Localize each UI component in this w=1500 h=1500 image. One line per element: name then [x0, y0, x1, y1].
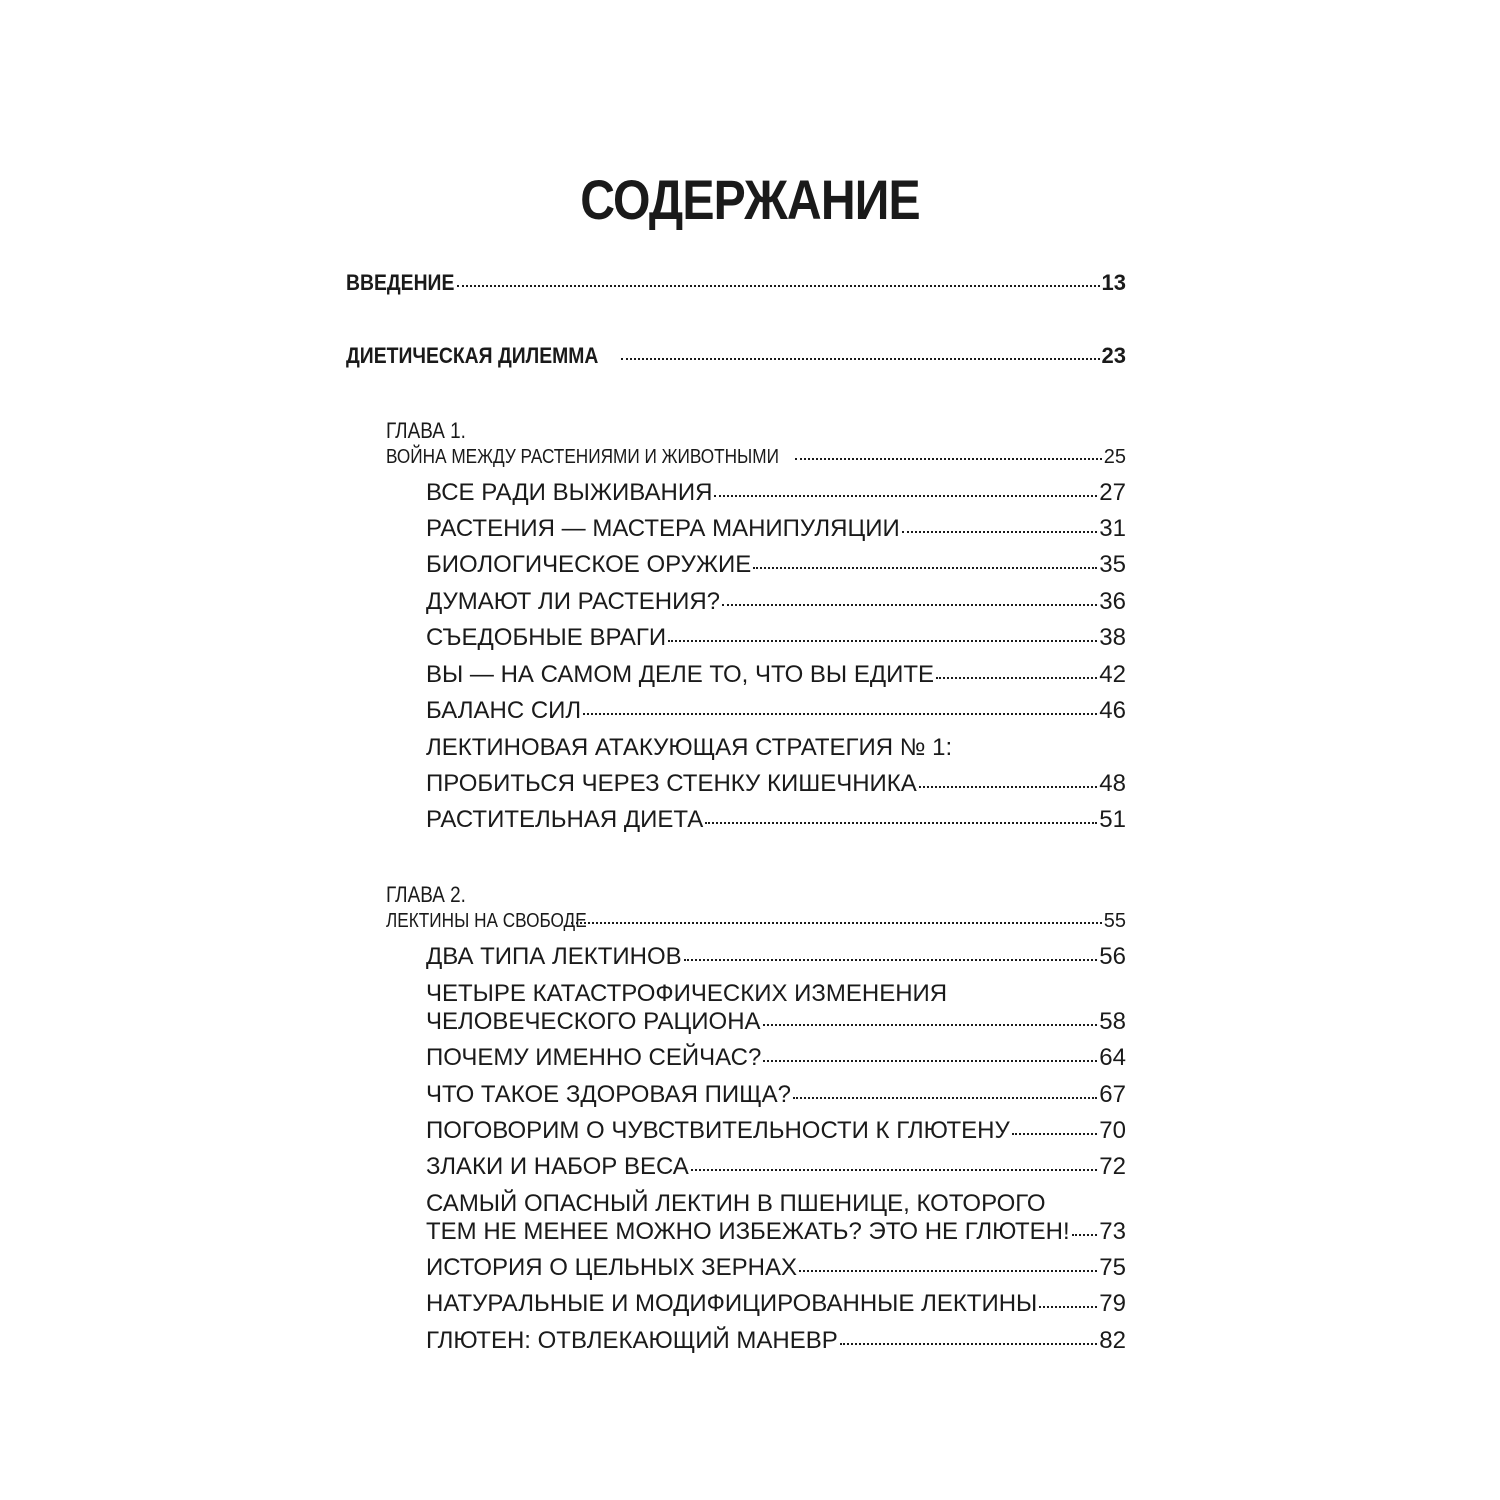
toc-entry-label: ВОЙНА МЕЖДУ РАСТЕНИЯМИ И ЖИВОТНЫМИ	[386, 446, 779, 468]
toc-entry-page: 38	[1099, 624, 1126, 651]
toc-section[interactable]	[426, 1008, 1126, 1036]
toc-section[interactable]	[426, 588, 1126, 616]
toc-entry-page: 42	[1099, 661, 1126, 688]
leader-dots	[705, 822, 1097, 824]
toc-section[interactable]	[426, 697, 1126, 725]
leader-dots	[753, 567, 1097, 569]
toc-entry-label: СЪЕДОБНЫЕ ВРАГИ	[426, 624, 667, 651]
toc-section[interactable]	[426, 624, 1126, 652]
toc-entry-label: ТЕМ НЕ МЕНЕЕ МОЖНО ИЗБЕЖАТЬ? ЭТО НЕ ГЛЮТЕН!	[426, 1218, 1070, 1245]
toc-section[interactable]	[426, 551, 1126, 579]
toc-entry-page: 56	[1099, 943, 1126, 970]
toc-entry-page: 79	[1099, 1290, 1126, 1317]
toc-entry-label: ЛЕКТИНЫ НА СВОБОДЕ	[386, 910, 587, 932]
toc-entry-label: ПРОБИТЬСЯ ЧЕРЕЗ СТЕНКУ КИШЕЧНИКА	[426, 770, 917, 797]
toc-entry-label: ДУМАЮТ ЛИ РАСТЕНИЯ?	[426, 588, 721, 615]
toc-section[interactable]	[426, 806, 1126, 834]
toc-section-line1: САМЫЙ ОПАСНЫЙ ЛЕКТИН В ПШЕНИЦЕ, КОТОРОГО	[426, 1190, 1046, 1217]
toc-section-line1: ЛЕКТИНОВАЯ АТАКУЮЩАЯ СТРАТЕГИЯ № 1:	[426, 734, 953, 761]
leader-dots	[902, 531, 1098, 533]
toc-section[interactable]	[426, 1290, 1126, 1318]
toc-chapter-1[interactable]	[386, 446, 1126, 469]
toc-entry-page: 23	[1101, 343, 1126, 368]
leader-dots	[799, 1270, 1097, 1272]
leader-dots	[936, 677, 1097, 679]
toc-section[interactable]	[426, 1153, 1126, 1181]
leader-dots	[919, 786, 1098, 788]
leader-dots	[1072, 1234, 1098, 1236]
chapter-1-label: ГЛАВА 1.	[386, 418, 466, 443]
toc-entry-page: 31	[1099, 515, 1126, 542]
leader-dots	[583, 713, 1097, 715]
toc-entry-label: ВВЕДЕНИЕ	[346, 270, 455, 295]
page-title: СОДЕРЖАНИЕ	[580, 168, 920, 231]
toc-entry-page: 27	[1099, 479, 1126, 506]
toc-part-dilemma[interactable]	[346, 343, 1126, 369]
toc-section[interactable]	[426, 1218, 1126, 1246]
toc-entry-label: БИОЛОГИЧЕСКОЕ ОРУЖИЕ	[426, 551, 752, 578]
toc-entry-page: 75	[1099, 1254, 1126, 1281]
toc-section[interactable]	[426, 479, 1126, 507]
toc-entry-label: РАСТИТЕЛЬНАЯ ДИЕТА	[426, 806, 704, 833]
toc-entry-label: ДВА ТИПА ЛЕКТИНОВ	[426, 943, 682, 970]
leader-dots	[684, 959, 1098, 961]
toc-chapter-2[interactable]	[386, 910, 1126, 933]
toc-entry-page: 72	[1099, 1153, 1126, 1180]
toc-section[interactable]	[426, 1044, 1126, 1072]
toc-entry-page: 48	[1099, 770, 1126, 797]
toc-entry-page: 46	[1099, 697, 1126, 724]
toc-entry-label: ПОГОВОРИМ О ЧУВСТВИТЕЛЬНОСТИ К ГЛЮТЕНУ	[426, 1117, 1010, 1144]
leader-dots	[457, 285, 1099, 287]
leader-dots	[763, 1060, 1097, 1062]
toc-section-line1: ЧЕТЫРЕ КАТАСТРОФИЧЕСКИХ ИЗМЕНЕНИЯ	[426, 980, 948, 1007]
toc-section[interactable]	[426, 1117, 1126, 1145]
toc-entry-label: ЧТО ТАКОЕ ЗДОРОВАЯ ПИЩА?	[426, 1081, 791, 1108]
leader-dots	[1039, 1306, 1097, 1308]
toc-entry-label: ЗЛАКИ И НАБОР ВЕСА	[426, 1153, 689, 1180]
leader-dots	[793, 1097, 1097, 1099]
toc-entry-label: ЧЕЛОВЕЧЕСКОГО РАЦИОНА	[426, 1008, 761, 1035]
toc-section[interactable]	[426, 943, 1126, 971]
toc-section[interactable]	[426, 770, 1126, 798]
toc-entry-page: 73	[1099, 1218, 1126, 1245]
toc-entry-page: 35	[1099, 551, 1126, 578]
leader-dots	[722, 604, 1097, 606]
toc-entry-page: 13	[1101, 270, 1126, 295]
toc-entry-page: 58	[1099, 1008, 1126, 1035]
toc-entry-page: 70	[1099, 1117, 1126, 1144]
toc-entry-page: 82	[1099, 1327, 1126, 1354]
leader-dots	[763, 1024, 1098, 1026]
leader-dots	[840, 1343, 1098, 1345]
toc-entry-label: ВЫ — НА САМОМ ДЕЛЕ ТО, ЧТО ВЫ ЕДИТЕ	[426, 661, 935, 688]
toc-entry-label: НАТУРАЛЬНЫЕ И МОДИФИЦИРОВАННЫЕ ЛЕКТИНЫ	[426, 1290, 1038, 1317]
leader-dots	[668, 640, 1097, 642]
chapter-2-label: ГЛАВА 2.	[386, 882, 466, 907]
toc-entry-label: РАСТЕНИЯ — МАСТЕРА МАНИПУЛЯЦИИ	[426, 515, 900, 542]
toc-entry-label: ГЛЮТЕН: ОТВЛЕКАЮЩИЙ МАНЕВР	[426, 1327, 838, 1354]
toc-entry-page: 64	[1099, 1044, 1126, 1071]
toc-entry-page: 25	[1103, 446, 1126, 468]
toc-entry-label: ДИЕТИЧЕСКАЯ ДИЛЕММА	[346, 343, 599, 368]
toc-section[interactable]	[426, 1327, 1126, 1355]
toc-part-introduction[interactable]	[346, 270, 1126, 296]
leader-dots	[571, 922, 1101, 924]
toc-entry-page: 67	[1099, 1081, 1126, 1108]
toc-section[interactable]	[426, 661, 1126, 689]
toc-entry-label: ПОЧЕМУ ИМЕННО СЕЙЧАС?	[426, 1044, 762, 1071]
leader-dots	[714, 495, 1097, 497]
toc-entry-label: ИСТОРИЯ О ЦЕЛЬНЫХ ЗЕРНАХ	[426, 1254, 798, 1281]
toc-section[interactable]	[426, 1081, 1126, 1109]
toc-entry-page: 36	[1099, 588, 1126, 615]
toc-entry-page: 55	[1103, 910, 1126, 932]
toc-section[interactable]	[426, 515, 1126, 543]
leader-dots	[795, 458, 1102, 460]
leader-dots	[691, 1169, 1098, 1171]
toc-section[interactable]	[426, 1254, 1126, 1282]
toc-entry-label: БАЛАНС СИЛ	[426, 697, 582, 724]
leader-dots	[1012, 1133, 1098, 1135]
toc-entry-page: 51	[1099, 806, 1126, 833]
toc-entry-label: ВСЕ РАДИ ВЫЖИВАНИЯ	[426, 479, 713, 506]
leader-dots	[621, 358, 1100, 360]
